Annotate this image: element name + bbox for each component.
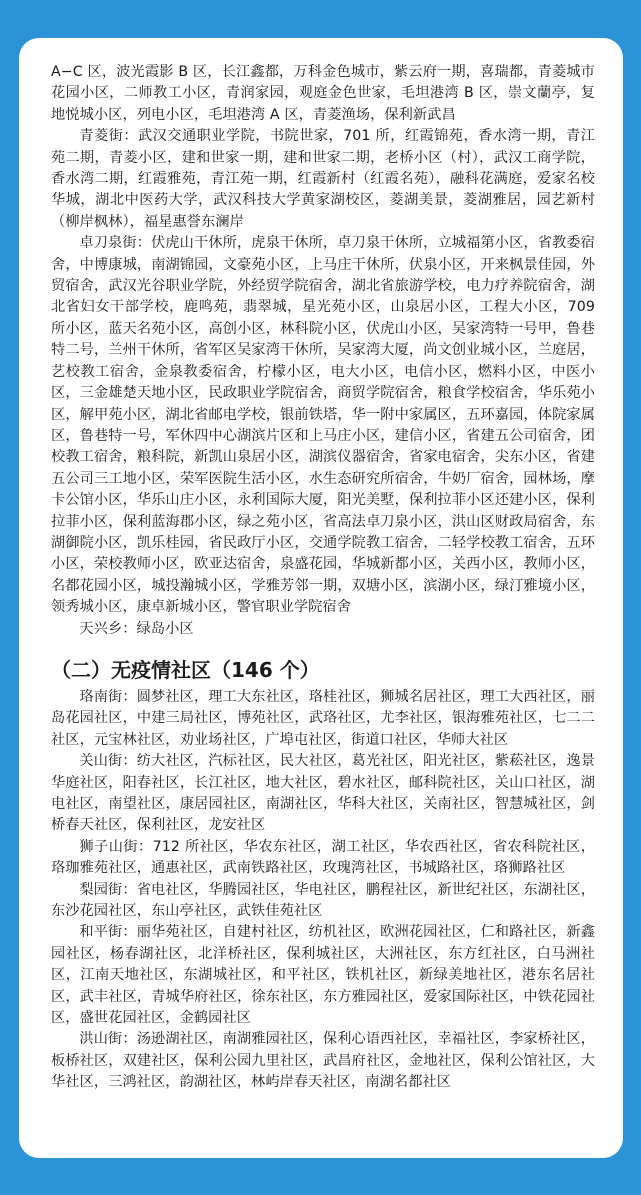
street-name: 狮子山街： — [79, 838, 153, 855]
paragraph-liyuan-street — [51, 880, 595, 923]
street-community-list: 712 所社区，华农东社区，湖工社区，华农西社区，省农科院社区，珞珈雅苑社区，通惠社区，武南铁路社区，玫瑰湾社区，书城路社区，珞狮路社区 — [51, 838, 595, 877]
street-name: 青菱街： — [79, 128, 139, 145]
street-name: 卓刀泉街： — [79, 235, 152, 252]
continuation-text: A−C 区，波光霞影 B 区，长江鑫都，万科金色城市，紫云府一期，喜瑞都，青菱城市花园小区，二师教工小区，青润家园，观庭金色世家，毛坦港湾 B 区，崇文蘭亭，复地悦城小区，列电小区，毛坦港湾 A 区，青菱渔场，保利新武昌 — [51, 64, 595, 123]
street-community-list: 丽华苑社区，自建村社区，纺机社区，欧洲花园社区，仁和路社区，新鑫园社区，杨春湖社区，北洋桥社区，保利城社区，大洲社区，东方红社区，白马洲社区，江南天地社区，东湖城社区，和平社区，铁机社区，新绿美地社区，港东名居社区，武丰社区，青城华府社区，徐东社区，东方雅园社区，爱家国际社区，中铁花园社区，盛世花园社区，金鹤园社区 — [51, 924, 595, 1027]
paragraph-continuation — [51, 62, 595, 126]
paragraph-heping-street — [51, 922, 595, 1029]
document-card — [19, 38, 623, 1158]
street-name: 梨园街： — [79, 881, 137, 898]
street-community-list: 汤逊湖社区，南湖雅园社区，保利心语西社区，幸福社区，李家桥社区，板桥社区，双建社区，保利公园九里社区，武昌府社区，金地社区，保利公馆社区，大华社区，三鸿社区，韵湖社区，林屿岸春天社区，南湖名都社区 — [51, 1031, 595, 1091]
street-community-list: 伏虎山干休所，虎泉干休所，卓刀泉干休所，立城福第小区，省教委宿舍，中博康城，南湖锦园，文豪苑小区，上马庄干休所，伏泉小区，开来枫景佳园，外贸宿舍，武汉光谷职业学院，外经贸学院宿舍，湖北省旅游学校，电力疗养院宿舍，湖北省妇女干部学校，鹿鸣苑，翡翠城，星光苑小区，山泉居小区，工程大小区，709 所小区，蓝天名苑小区，高创小区，林科院小区，伏虎山小区，吴家湾特一号甲，鲁巷特二号，兰州干休所，省军区吴家湾干休所，吴家湾大厦，尚文创业城小区，兰庭居，艺校教工宿舍，金泉教委宿舍，柠檬小区，电大小区，电信小区，燃料小区，中医小区，三金雄楚天地小区，民政职业学院宿舍，商贸学院宿舍，粮食学校宿舍，华乐苑小区，解甲苑小区，湖北省邮电学校，银前铁塔，华一附中家属区，五环嘉园，体院家属区，鲁巷特一号，军休四中心湖滨片区和上马庄小区，建信小区，省建五公司宿舍，团校教工宿舍，粮科院，新凯山泉居小区，湖滨仪器宿舍，省家电宿舍，尖东小区，省建五公司三工地小区，荣军医院生活小区，水生态研究所宿舍，牛奶厂宿舍，园林场，摩卡公馆小区，华乐山庄小区，永利国际大厦，阳光美墅，保利拉菲小区还建小区，保利拉菲小区，保利蓝海郡小区，绿之苑小区，省高法卓刀泉小区，洪山区财政局宿舍，东湖御院小区，凯乐桂园，省民政厅小区，交通学院教工宿舍，二轻学校教工宿舍，五环小区，荣校教师小区，欧亚达宿舍，泉盛花园，华城新都小区，关西小区，教师小区，名都花园小区，城投瀚城小区，学雅芳邻一期，双塘小区，滨湖小区，绿汀雅境小区，领秀城小区，康卓新城小区，警官职业学院宿舍 — [51, 235, 595, 616]
paragraph-tianxing-township — [51, 619, 595, 640]
street-name: 珞南街： — [79, 688, 137, 705]
paragraph-shizishan-street — [51, 837, 595, 880]
paragraph-hongshan-street — [51, 1029, 595, 1093]
paragraph-zhuodaoquan-street — [51, 233, 595, 618]
street-community-list: 圆梦社区，理工大东社区，珞桂社区，狮城名居社区，理工大西社区，丽岛花园社区，中建三局社区，博苑社区，武珞社区，尤李社区，银海雅苑社区，七二二社区，元宝林社区，劝业场社区，广埠屯社区，街道口社区，华师大社区 — [51, 688, 595, 748]
street-community-list: 纺大社区，汽标社区，民大社区，葛光社区，阳光社区，紫菘社区，逸景华庭社区，阳春社区，长江社区，地大社区，碧水社区，邮科院社区，关山口社区，湖电社区，南望社区，康居园社区，南湖社区，华科大社区，关南社区，智慧城社区，剑桥春天社区，保利社区，龙安社区 — [51, 753, 595, 834]
paragraph-qingling-street — [51, 126, 595, 233]
street-community-list: 省电社区，华腾园社区，华电社区，鹏程社区，新世纪社区，东湖社区，东沙花园社区，东山亭社区，武铁佳苑社区 — [51, 881, 595, 920]
street-name: 天兴乡： — [79, 620, 137, 637]
street-name: 和平街： — [79, 924, 137, 941]
street-name: 洪山街： — [79, 1031, 137, 1048]
section-heading-no-epidemic: （二）无疫情社区（146 个） — [51, 657, 320, 682]
street-community-list: 武汉交通职业学院，书院世家，701 所，红霞锦苑，香水湾一期，青江苑二期，青菱小区，建和世家一期，建和世家二期，老桥小区（村），武汉工商学院，香水湾二期，红霞雅苑，青江苑一期，红霞新村（红霞名苑），融科花满庭，爱家名校华城，湖北中医药大学，武汉科技大学黄家湖校区，菱湖美景，菱湖雅居，园艺新村（柳岸枫林），福星惠誉东澜岸 — [51, 128, 595, 230]
street-community-list: 绿岛小区 — [136, 620, 194, 637]
street-name: 关山街： — [79, 753, 137, 770]
paragraph-luonan-street — [51, 687, 595, 751]
paragraph-guanshan-street — [51, 751, 595, 837]
